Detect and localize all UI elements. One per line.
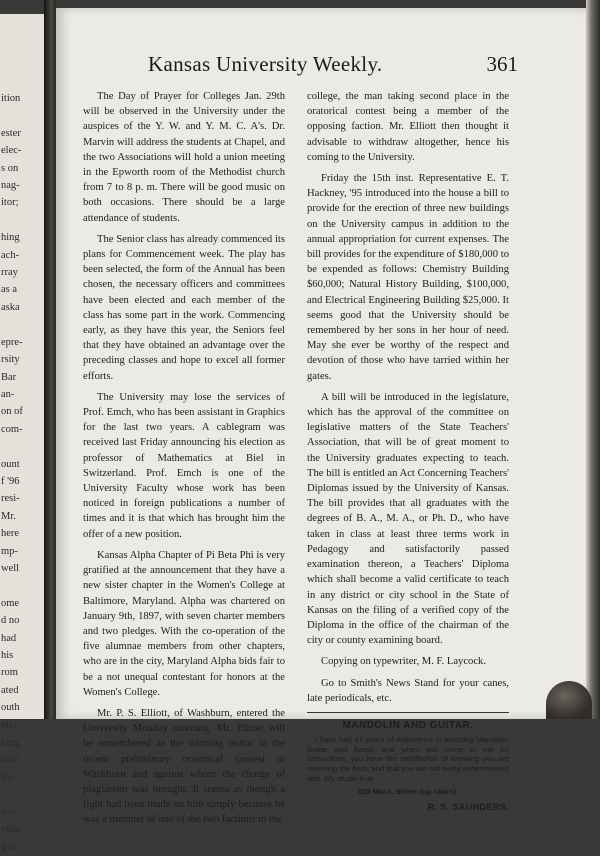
facing-page-fragment: f '96 <box>1 475 20 487</box>
ad-divider <box>307 712 509 713</box>
right-column <box>307 89 509 816</box>
article-teachers-diplomas: A bill will be introduced in the legislature, which has the approval of the committee on legislative matters of the State Teachers' Association, that will be of great moment to the University graduates expecting to teach. The bill is entitled an Act Concerning Teachers' Diplomas issued by the University of Kansas. The bill provides that all graduates with the degrees of B. A., M. A., or Ph. D., who have taken in class at least three terms work in Pedagogy and satisfactorily passed examination thereon, a Teachers' Diploma which shall become a valid certificate to teach in any district or city school in the State of Kansas on the filing of a verified copy of the Diploma in the office of the chairman of the city or county examining board. <box>307 391 509 647</box>
facing-page-fragment <box>0 212 44 229</box>
facing-page-fragment: s on <box>1 162 19 174</box>
article-day-of-prayer: The Day of Prayer for Colleges Jan. 29th will be observed in the University under the auspices of the Y. W. and Y. M. C. A's. Dr. Marvin will address the students at Chapel, and the two Associations will hold a union meeting in the Epworth room of the Methodist church from 7 to 8 p. m. There will be good music on both occasions. There should be a large attendance of students. <box>83 91 285 224</box>
notice-typewriter: Copying on typewriter, M. F. Laycock. <box>321 656 486 668</box>
facing-page-fragment: hing <box>1 737 20 749</box>
facing-page-fragment: Bar <box>1 371 17 383</box>
facing-page-fragment: rom <box>1 667 18 679</box>
facing-page-fragment: resi- <box>1 493 20 505</box>
facing-page-fragment: d no <box>1 615 20 627</box>
facing-page-fragment: ester <box>1 127 21 139</box>
facing-page-fragment: ition <box>1 93 21 104</box>
page-stack-edge <box>586 0 600 719</box>
facing-page-fragment: nter- <box>1 719 21 731</box>
facing-page-fragment: Mr. <box>1 510 16 522</box>
facing-page-fragment: g in <box>1 841 18 853</box>
facing-page-fragment: outh <box>1 702 20 714</box>
book-gutter <box>44 0 56 719</box>
thumb-holding-page <box>546 681 592 719</box>
page-header <box>148 52 518 80</box>
facing-page-fragment: mp- <box>1 545 18 557</box>
facing-page-fragment: p to <box>1 806 18 818</box>
ad-signature: R. S. SAUNDERS. <box>427 802 509 813</box>
facing-page-fragment: itor; <box>1 197 19 209</box>
article-elliott: Mr. P. S. Elliott, of Washburn, entered the University Monday morning. Mr. Elliott will be remembered as the winning orator in the recent preliminary oratorical contest at Washburn and against whom the charge of plagiarism was brought. It seems as though a fight had been made on him simply because he was a member of one of the two factions in the <box>83 707 285 826</box>
facing-page-fragment: ving <box>1 824 20 836</box>
facing-page-fragment: aska <box>1 301 20 313</box>
facing-page-fragment: ome <box>1 597 20 609</box>
facing-page-fragment: epre- <box>1 336 23 348</box>
article-senior-class: The Senior class has already commenced its plans for Commencement week. The play has been selected, the form of the Annual has been chosen, the necessary officers and committees have been elected and each member of the class has some part in the work. Commencing early, as they have this year, the Seniors feel that they have obtained an advantage over the preceding classes and hope to excel all former efforts. <box>83 233 285 382</box>
facing-page-fragment <box>0 438 44 455</box>
facing-page-edge <box>0 14 45 853</box>
page-number: 361 <box>486 52 518 76</box>
article-elliott-continued: college, the man taking second place in the oratorical contest being a member of the opposing faction. Mr. Elliott then thought it advisable to withdraw altogether, hence his coming to the University. <box>307 91 509 163</box>
ad-address: 829 Mass. Street (up-stairs). <box>357 787 459 797</box>
facing-page-fragment: elec- <box>1 145 22 157</box>
facing-page-fragment <box>0 786 44 803</box>
facing-page-fragment: nain <box>1 754 20 766</box>
facing-page-fragment: ount <box>1 458 20 470</box>
facing-page-fragment: for- <box>1 771 17 783</box>
facing-page-fragment <box>0 107 44 124</box>
article-prof-emch: The University may lose the services of Prof. Emch, who has been assistant in Graphics for the last two years. A cablegram was received last Friday announcing his election as professor of Mathematics at Biel in Switzerland. Prof. Emch is one of the University Faculty whose work has been noticed in foreign publications a number of times and it is that which has brought him the offer of a new position. <box>83 391 285 540</box>
facing-page-fragment: had <box>1 632 17 644</box>
facing-page-fragment: his <box>1 650 14 661</box>
facing-page-fragment: rsity <box>1 354 20 366</box>
facing-page-text-fragments <box>0 14 44 856</box>
facing-page-fragment: nag- <box>1 180 20 192</box>
facing-page-fragment: an- <box>1 388 15 400</box>
article-hackney-bill: Friday the 15th inst. Representative E. T. Hackney, '95 introduced into the house a bill to provide for the erection of three new buildings on the University campus in addition to the annual appropriation for current expenses. The bill provides for the expenditure of $180,000 to be expended as follows: Chemistry Building $60,000; Natural History Building, $100,000, and Electrical Engineering Building $25,000. It seems good that the University should be remembered by her sons in her hour of need. May she ever be worthy of the respect and devotion of those who have tarried within her gates. <box>307 173 509 382</box>
facing-page-fragment: hing <box>1 232 20 244</box>
journal-title: Kansas University Weekly. <box>148 52 383 76</box>
facing-page-fragment: ach- <box>1 249 20 261</box>
facing-page-fragment: on of <box>1 406 23 418</box>
facing-page-fragment <box>0 316 44 333</box>
facing-page-fragment: here <box>1 528 20 540</box>
facing-page-fragment: as a <box>1 284 18 296</box>
ad-title: MANDOLIN AND GUITAR. <box>342 719 474 731</box>
facing-page-fragment <box>0 577 44 594</box>
left-column <box>83 89 285 834</box>
facing-page-fragment: well <box>1 562 20 574</box>
ad-body: I have had 17 years of experience in teaching Mandolin, Guitar and Banjo, and when you come to me for instructions, you have the satisfaction of knowing you are receiving the best, and that you are not being experimented with. My studio is at <box>307 735 509 783</box>
facing-page-fragment: rray <box>1 267 18 279</box>
facing-page-fragment: ated <box>1 684 19 696</box>
facing-page-fragment: com- <box>1 423 23 435</box>
article-pi-beta-phi: Kansas Alpha Chapter of Pi Beta Phi is very gratified at the announcement that they have a new sister chapter in the Women's College at Baltimore, Maryland. Alpha was chartered on January 9th, 1897, with seven charter members and two pledges. With the co-operation of the five alumnae members from other chapters, who are in the city, Maryland Alpha bids fair to be a not unequal contestant for honors at the Women's College. <box>83 549 285 698</box>
advertisement <box>307 718 509 816</box>
notice-news-stand: Go to Smith's News Stand for your canes, late periodicals, etc. <box>307 677 509 704</box>
